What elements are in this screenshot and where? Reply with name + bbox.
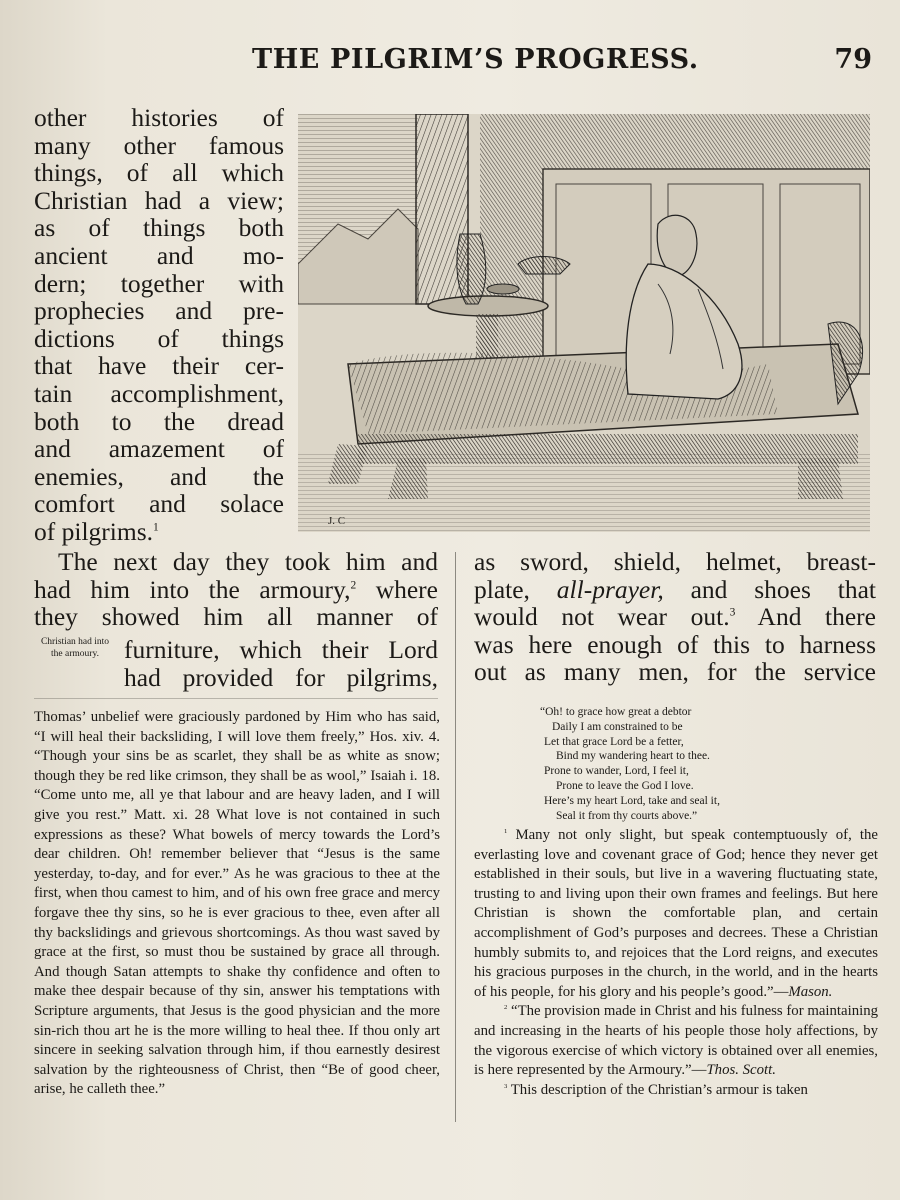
footnote-number: 2 xyxy=(504,1004,508,1012)
top-line: prophecies and pre- xyxy=(34,296,284,326)
poem-line: Prone to wander, Lord, I feel it, xyxy=(544,765,689,778)
footnote-number: 1 xyxy=(504,828,508,836)
footnote: $^3$ This description of the Christian’s armour is taken xyxy=(504,1081,808,1098)
main-line: The next day they took him and xyxy=(58,547,438,576)
top-line: Christian had a view; xyxy=(34,185,284,215)
margin-note: Christian had into the armoury. xyxy=(40,637,110,659)
running-title: THE PILGRIM’S PROGRESS. xyxy=(252,44,699,75)
footnote-separator xyxy=(34,698,438,699)
top-line: comfort and solace xyxy=(34,489,284,519)
poem-line: Let that grace Lord be a fetter, xyxy=(544,735,684,748)
footnote: $^1$ Many not only slight, but speak contemptuously of, the everlasting love and covenant grace of God; hence they never get established in their souls, but live in a wavering fluctuating state, trusting to and living upon their own frames and feelings. But here Christian is shown the comfortable plan, and certain accomplishment of God’s purposes and decrees. These a Christian humbly submits to, and rejoices that the Lord reigns, and executes his gracious purposes in the church, in the world, and in the hearts of his people, for his glory and his people’s good.”—Mason. xyxy=(474,827,878,1000)
top-line: dern; together with xyxy=(34,268,284,298)
footnote-number: 3 xyxy=(504,1082,508,1090)
footnote: $^2$ “The provision made in Christ and his fulness for maintaining and increasing in the hearts of his people those holy affections, by the vigorous exercise of which victory is obtained over all enemies, is here represented by the Armoury.”—Thos. Scott. xyxy=(474,1003,879,1079)
poem-line: Here’s my heart Lord, take and seal it, xyxy=(544,794,720,807)
main-line: as sword, shield, helmet, breast- xyxy=(474,547,876,576)
poem-line: “Oh! to grace how great a debtor xyxy=(540,706,692,718)
main-line: would not wear out.$^3$ And there xyxy=(474,602,876,631)
hymn-quotation xyxy=(540,705,840,823)
top-line: tain accomplishment, xyxy=(34,378,284,408)
footnote-attribution: Thos. Scott. xyxy=(706,1062,776,1079)
top-line: enemies, and the xyxy=(34,461,284,491)
top-line: ancient and mo- xyxy=(34,240,284,270)
poem-line: Bind my wandering heart to thee. xyxy=(556,750,710,763)
top-line: as of things both xyxy=(34,213,284,243)
main-line: had him into the armoury,$^2$ where xyxy=(34,574,438,604)
main-line: was here enough of this to harness xyxy=(474,629,876,659)
reclining-pilgrim-engraving xyxy=(298,114,870,532)
top-line: of pilgrims.$^1$ xyxy=(34,516,159,546)
footnote-mark: 2 xyxy=(350,579,357,591)
main-line: out as many men, for the service xyxy=(474,657,876,686)
engraving-illustration xyxy=(298,114,870,532)
top-line: many other famous xyxy=(34,130,284,160)
footnotes-right xyxy=(474,826,878,1100)
column-rule xyxy=(455,552,456,1122)
main-line: furniture, which their Lord xyxy=(124,635,438,664)
poem-line: Seal it from thy courts above.” xyxy=(556,809,698,822)
footnote-left: Thomas’ unbelief were graciously pardoned by Him who has said, “I will heal their backsliding, I will love them freely,” Hos. xiv. 4. “Though your sins be as scarlet, they shall be as white as snow; though they be red like crimson, they shall be as wool,” Isaiah i. 18. “Come unto me, all ye that labour and are heavy laden, and I will give you rest.” Matt. xi. 28 What love is not contained in such expressions as these? What bowels of mercy towards the Lord’s dear children. Oh! remember believer that “Jesus is the same yesterday, to-day, and for ever.” As he was gracious to thee at the first, when thou camest to him, and of his own free grace and mercy forgave thee thy sins, so he is ever gracious to thee, even after all thy backslidings and grievous shortcomings. As thou wast saved by grace at the first, so must thou be sustained by grace all through. And though Satan attempts to shake thy confidence and often to make thee despair because of thy sin, answer his temptations with Scripture arguments, that Jesus is the good physician and the more sin-rich thou art he is the more willing to heal thee. If thou only art sincere in seeking salvation through him, if thou earnestly desirest salvation by the righteousness of Christ, then “Be of good cheer, arise, he calleth thee.” xyxy=(34,709,440,1098)
top-line: and amazement of xyxy=(34,434,284,464)
top-line: that have their cer- xyxy=(34,351,284,381)
top-line: both to the dread xyxy=(34,406,284,436)
main-line: they showed him all manner of xyxy=(34,602,438,631)
main-line: had provided for pilgrims, xyxy=(124,662,438,692)
main-text-left xyxy=(34,548,438,631)
top-line: things, of all which xyxy=(34,158,284,188)
footnote-attribution: Mason. xyxy=(788,983,833,1000)
engraver-signature: J. C xyxy=(328,515,346,527)
main-text-left-indented xyxy=(124,636,438,691)
page-number: 79 xyxy=(834,44,872,75)
main-text-right xyxy=(474,548,876,686)
footnote-mark: 3 xyxy=(729,606,736,619)
running-header xyxy=(0,44,900,84)
poem-line: Prone to leave the God I love. xyxy=(556,779,694,792)
main-line: plate, all-prayer, and shoes that xyxy=(474,574,876,604)
top-line: dictions of things xyxy=(34,323,284,353)
footnote-mark: 1 xyxy=(153,521,159,534)
poem-line: Daily I am constrained to be xyxy=(552,720,683,733)
top-text-column xyxy=(34,104,284,546)
top-line: other histories of xyxy=(34,103,284,132)
